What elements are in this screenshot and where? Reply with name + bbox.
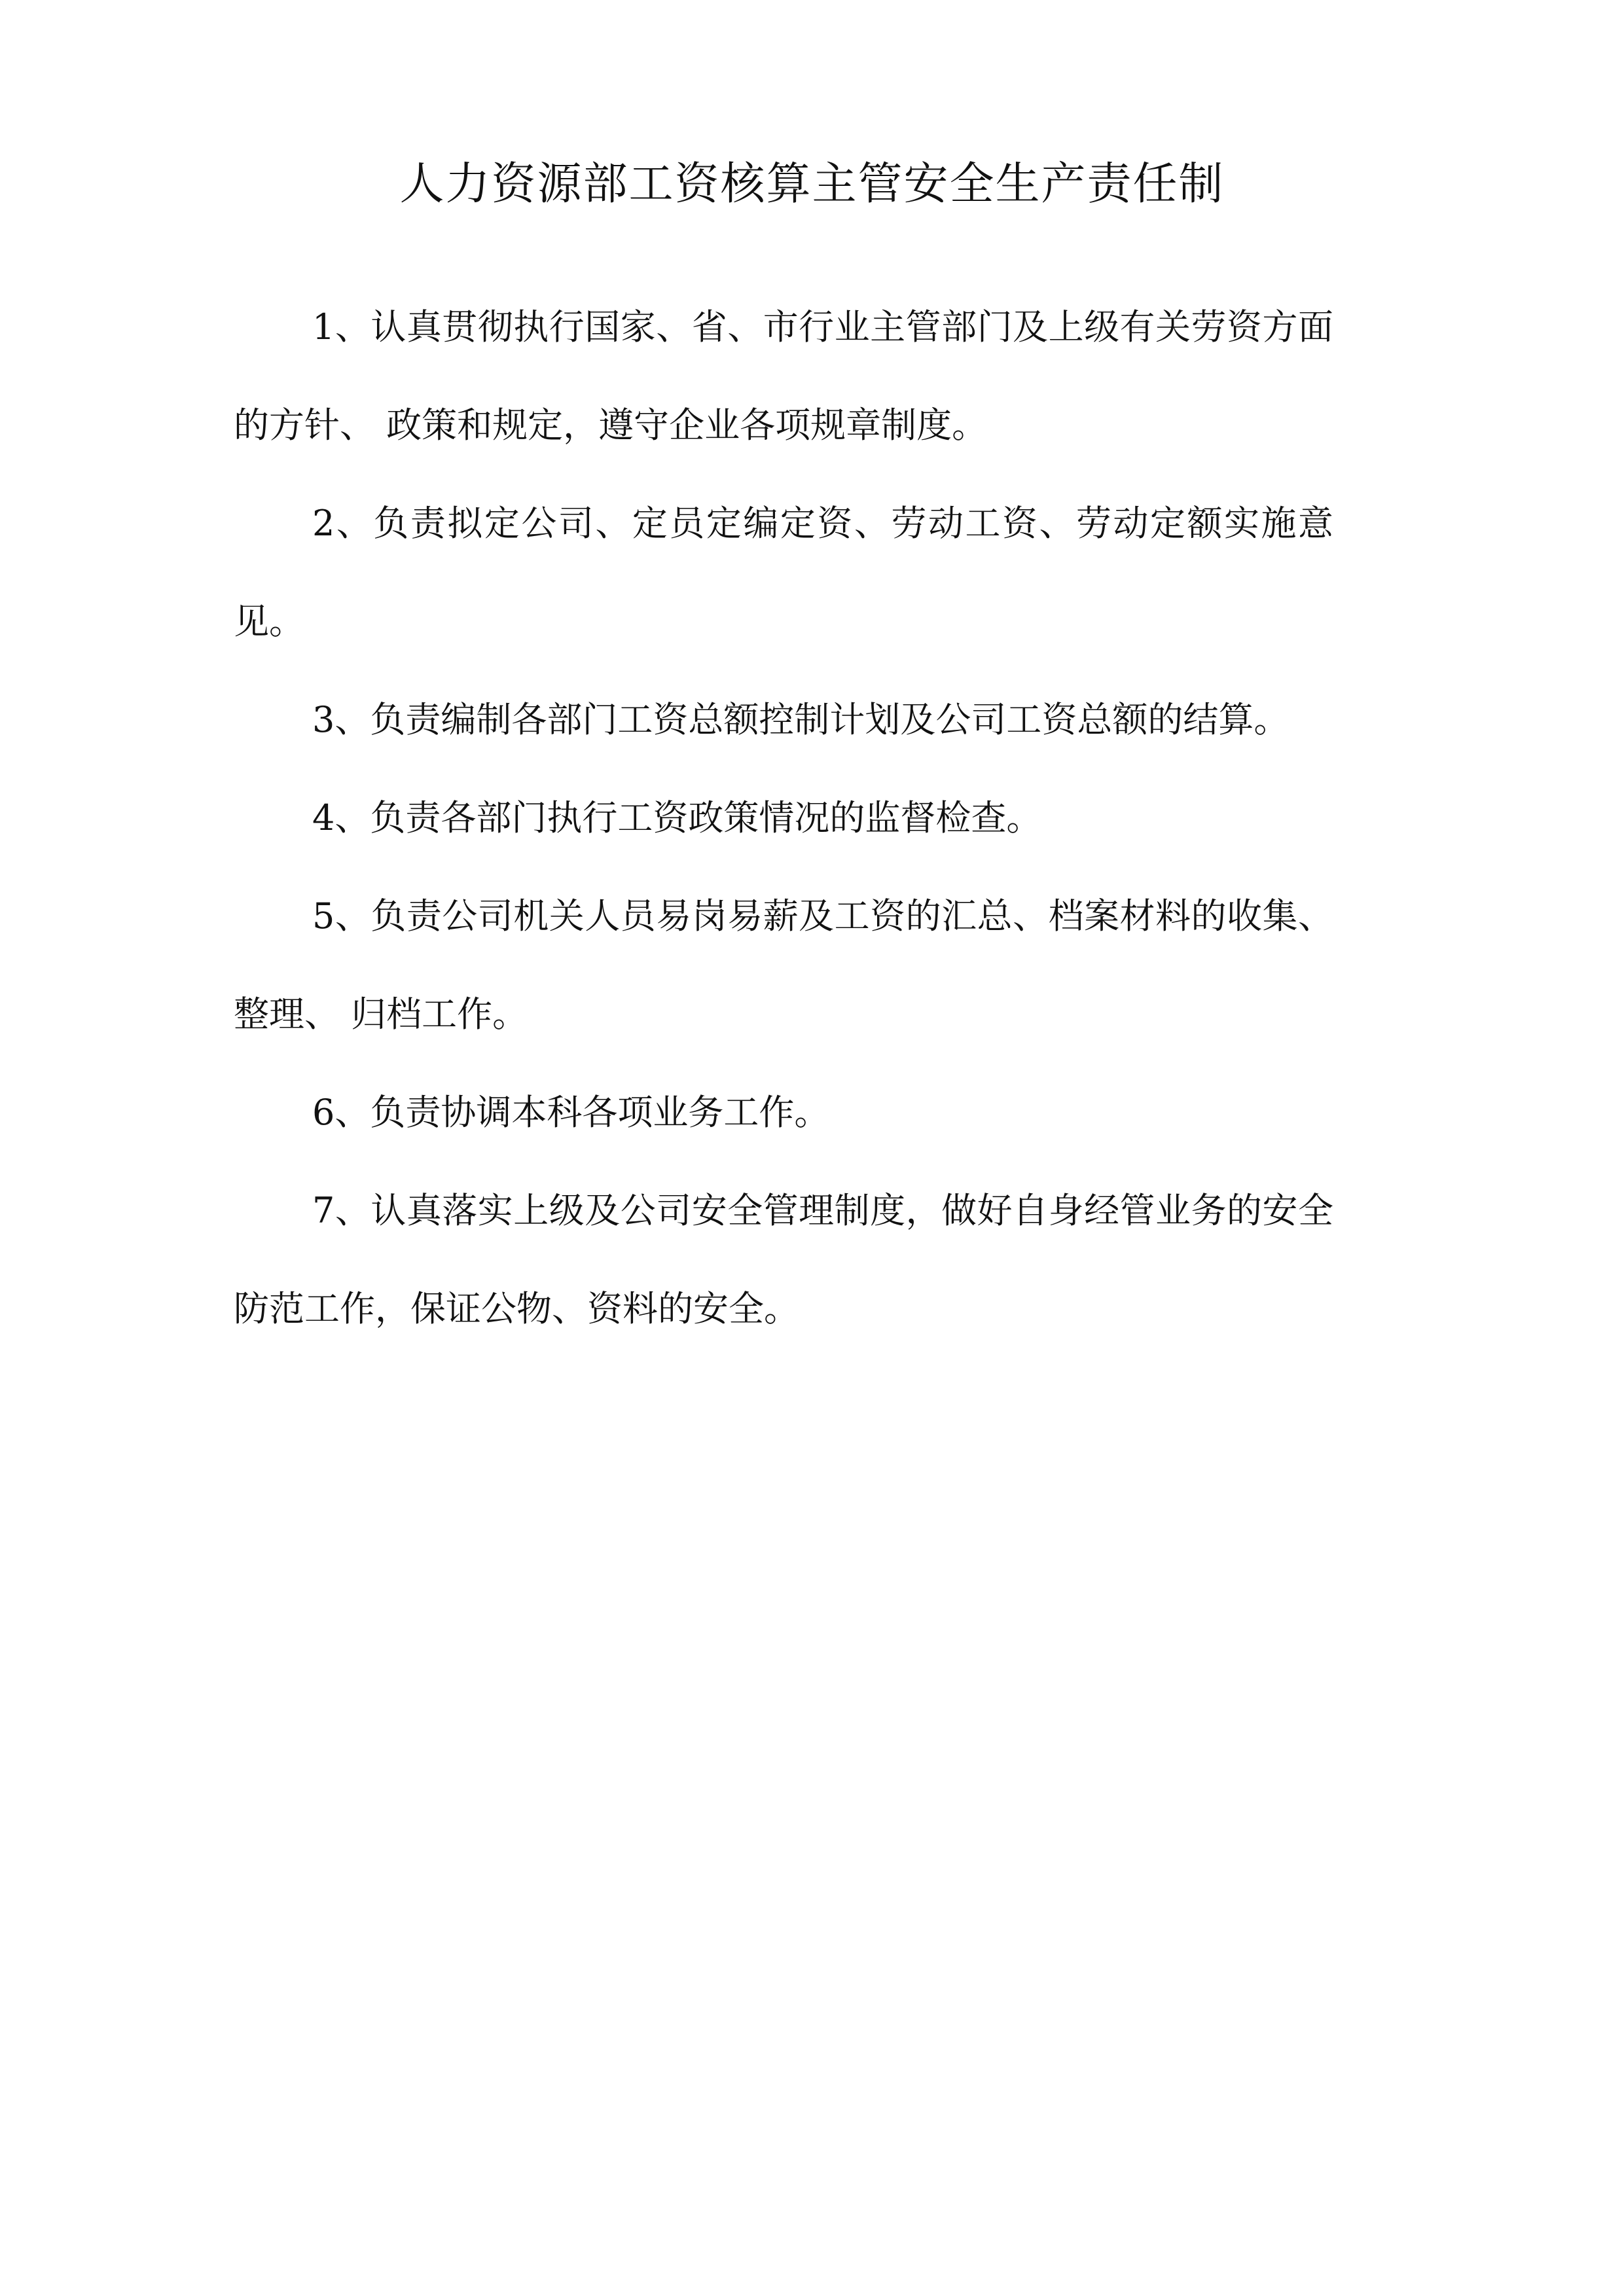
paragraph-2: 2、负责拟定公司、定员定编定资、劳动工资、劳动定额实施意见。 <box>234 503 1333 642</box>
paragraph-7: 7、认真落实上级及公司安全管理制度，做好自身经管业务的安全防范工作，保证公物、资料的安全。 <box>234 1190 1333 1329</box>
paragraph-5: 5、负责公司机关人员易岗易薪及工资的汇总、档案材料的收集、整理、 归档工作。 <box>234 895 1333 1035</box>
paragraph-6: 6、负责协调本科各项业务工作。 <box>312 1092 830 1133</box>
paragraph-3: 3、负责编制各部门工资总额控制计划及公司工资总额的结算。 <box>312 699 1290 740</box>
document-title: 人力资源部工资核算主管安全生产责任制 <box>399 158 1225 210</box>
document-body <box>234 278 1333 1358</box>
paragraph-4: 4、负责各部门执行工资政策情况的监督检查。 <box>312 797 1042 838</box>
paragraph-1: 1、认真贯彻执行国家、省、市行业主管部门及上级有关劳资方面的方针、 政策和规定，遵守企业各项规章制度。 <box>234 306 1333 446</box>
